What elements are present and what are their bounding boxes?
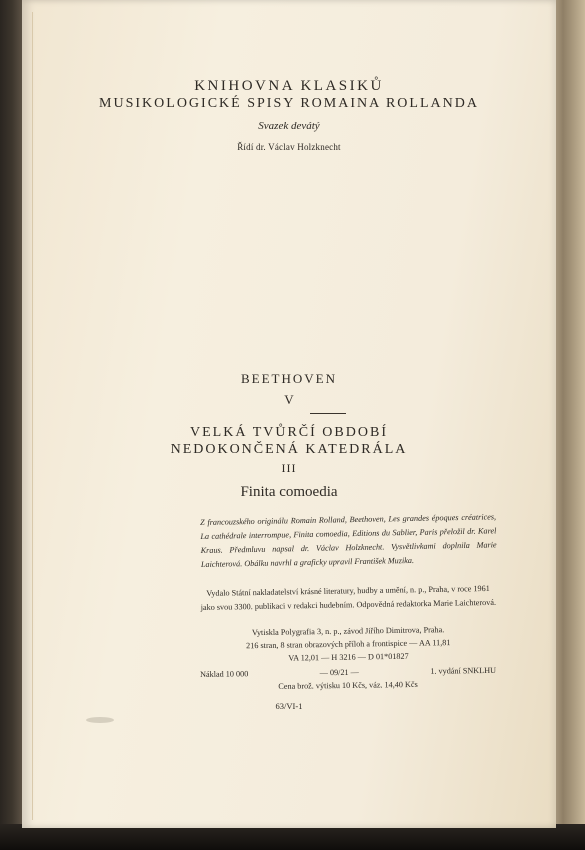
catalog-codes-line: VA 12,01 — H 3216 — D 01*01827 [288,651,409,663]
price-line: Cena brož. výtisku 10 Kčs, váz. 14,40 Kčs [278,679,418,691]
volume-label: Svazek devátý [258,120,320,132]
book-title-line-2: NEDOKONČENÁ KATEDRÁLA [170,442,408,457]
edition-label: 1. vydání SNKLHU [430,665,497,676]
book-spine-shadow [0,0,22,850]
book-author-title: BEETHOVEN [241,371,337,386]
title-divider [310,413,346,414]
printer-line: Vytiskla Polygrafia 3, n. p., závod Jiřího Dimitrova, Praha. [251,625,445,638]
publication-code: 63/VI-1 [275,701,303,711]
printer-note [200,622,497,666]
series-subtitle: MUSIKOLOGICKÉ SPISY ROMAINA ROLLANDA [99,96,479,111]
series-title: KNIHOVNA KLASIKŮ [194,78,384,94]
print-run: Náklad 10 000 [200,669,249,679]
book-subtitle: Finita comoedia [240,484,338,500]
run-code: — 09/21 — [319,667,359,678]
book-sub-part-number: III [281,461,297,475]
series-editor: Řídí dr. Václav Holzknecht [237,142,341,152]
book-part-number: V [284,392,294,407]
publisher-note: Vydalo Státní nakladatelství krásné literatury, hudby a umění, n. p., Praha, v roce 1961 jako svou 3300. publikaci v redakci hudebním. Odpovědná redaktorka Marie Laichterová. [200,583,497,612]
book-title-line-1: VELKÁ TVŮRČÍ OBDOBÍ [190,425,388,440]
ink-smudge [86,717,114,723]
page-fold-line [32,12,545,820]
title-page [22,0,556,828]
translation-credits: Z francouzského originálu Romain Rolland, Beethoven, Les grandes époques créatrices, La cathédrale interrompue, Finita comoedia, Editions du Sablier, Paris přeložil dr. Karel Kraus. Předmluvu napsal dr. Václav Holzknecht. Vysvětlivkami doplnila Marie Laichterová. Obálku navrhl a graficky upravil František Muzika. [200,512,497,569]
page-count-line: 216 stran, 8 stran obrazových příloh a frontispice — AA 11,81 [246,638,451,651]
